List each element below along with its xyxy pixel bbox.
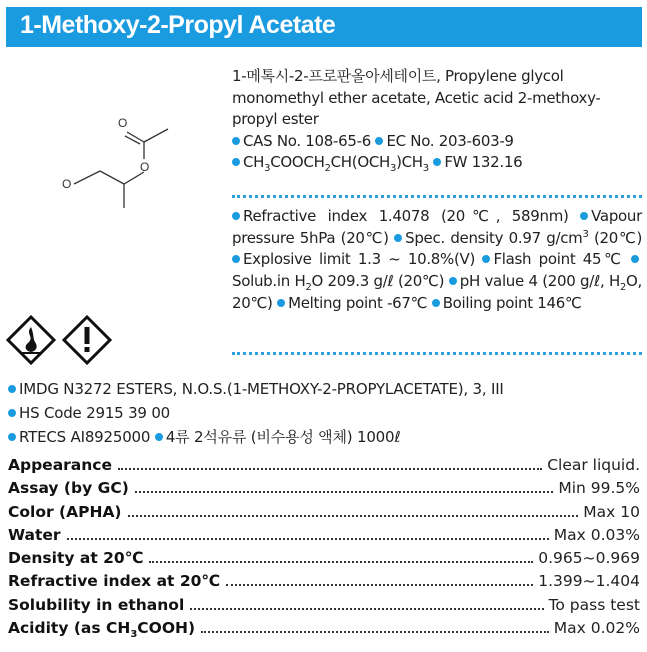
spec-value: 1.399~1.404 (538, 572, 640, 591)
dot-leader (67, 538, 549, 540)
spec-label: Refractive index at 20℃ (8, 572, 221, 591)
spec-row (8, 503, 640, 526)
vapour-pressure: Vapour pressure 5hPa (20℃) (232, 207, 643, 247)
bullet-icon (449, 277, 457, 285)
description-block (232, 66, 642, 174)
bullet-icon (8, 385, 16, 393)
ghs-pictograms (6, 315, 116, 365)
page-title: 1-Methoxy-2-Propyl Acetate (20, 11, 336, 39)
cas-number: CAS No. 108-65-6 (243, 131, 371, 150)
boiling-point: Boiling point 146℃ (442, 293, 582, 312)
ec-number: EC No. 203-603-9 (386, 131, 514, 150)
spec-value: 0.965~0.969 (538, 549, 640, 568)
dot-leader (201, 631, 549, 633)
properties-block (232, 206, 642, 315)
bullet-icon (232, 137, 240, 145)
bullet-icon (155, 433, 163, 441)
hs-code: HS Code 2915 39 00 (19, 404, 171, 422)
formula-line (232, 152, 642, 174)
ph-value: pH value 4 (200 g/ℓ, $H_2O$, 20℃) (232, 272, 643, 312)
bullet-icon (232, 212, 240, 220)
molecular-formula: $CH_3COOCH_2CH(OCH_3)CH_3$ (243, 153, 429, 174)
spec-value: Max 10 (583, 502, 640, 521)
spec-density: Spec. density 0.97 $g/cm^3$ (20℃) (405, 228, 643, 247)
identifiers-line (232, 131, 642, 153)
spec-table (8, 456, 640, 642)
divider (232, 352, 642, 355)
bullet-icon (8, 433, 16, 441)
chemical-names: 1-메톡시-2-프로판올아세테이트, Propylene glycol monomethyl ether acetate, Acetic acid 2-methoxy-propyl ester (232, 67, 601, 128)
spec-row (8, 526, 640, 549)
spec-label: Solubility in ethanol (8, 595, 185, 614)
atom-o-carbonyl: O (118, 116, 128, 130)
dot-leader (135, 491, 554, 493)
spec-value: Clear liquid. (547, 456, 640, 474)
spec-row (8, 572, 640, 595)
structure-diagram (52, 102, 192, 222)
spec-value: To pass test (548, 595, 640, 614)
rtecs-number: RTECS AI8925000 (19, 428, 151, 446)
bullet-icon (580, 212, 588, 220)
spec-row (8, 619, 640, 642)
atom-o-ester: O (140, 160, 150, 174)
bullet-icon (432, 299, 440, 307)
bullet-icon (631, 255, 639, 263)
imdg-code: IMDG N3272 ESTERS, N.O.S.(1-METHOXY-2-PROPYLACETATE), 3, III (19, 380, 504, 398)
explosive-limit: Explosive limit 1.3 ~ 10.8%(V) (243, 250, 476, 269)
spec-row (8, 479, 640, 502)
spec-label: Density at 20℃ (8, 549, 144, 568)
bullet-icon (232, 158, 240, 166)
bullet-icon (394, 234, 402, 242)
bullet-icon (482, 255, 490, 263)
spec-label: Color (APHA) (8, 502, 122, 521)
refractive-index: Refractive index 1.4078 (20℃, 589nm) (243, 207, 569, 225)
dot-leader (128, 515, 579, 517)
bullet-icon (375, 137, 383, 145)
spec-label: Assay (by GC) (8, 479, 129, 498)
solubility-water: Solub.in $H_2O$ 209.3 g/ℓ (20℃) (232, 272, 445, 294)
spec-row (8, 549, 640, 572)
title-bar (6, 7, 642, 47)
korean-hazard-class: 4류 2석유류 (비수용성 액체) 1000ℓ (165, 428, 401, 446)
dot-leader (149, 561, 533, 563)
spec-value: Max 0.03% (553, 525, 640, 544)
spec-value: Min 99.5% (558, 479, 640, 498)
spec-label: Water (8, 525, 61, 544)
dot-leader (190, 608, 543, 610)
regulatory-block (8, 377, 638, 449)
dot-leader (226, 584, 533, 586)
flash-point: Flash point 45℃ (493, 250, 624, 269)
spec-label: Acidity (as $CH_3COOH$) (8, 619, 196, 641)
bullet-icon (232, 255, 240, 263)
melting-point: Melting point -67℃ (288, 293, 428, 312)
spec-row (8, 456, 640, 479)
atom-o-ether: O (62, 177, 72, 191)
divider (232, 195, 642, 198)
ghs02-flame-icon (8, 317, 54, 363)
dot-leader (118, 468, 542, 470)
bullet-icon (433, 158, 441, 166)
formula-weight: FW 132.16 (444, 153, 523, 171)
bullet-icon (277, 299, 285, 307)
spec-value: Max 0.02% (553, 619, 640, 638)
spec-row (8, 596, 640, 619)
spec-label: Appearance (8, 456, 112, 474)
bullet-icon (8, 409, 16, 417)
ghs07-exclamation-icon (64, 317, 110, 363)
